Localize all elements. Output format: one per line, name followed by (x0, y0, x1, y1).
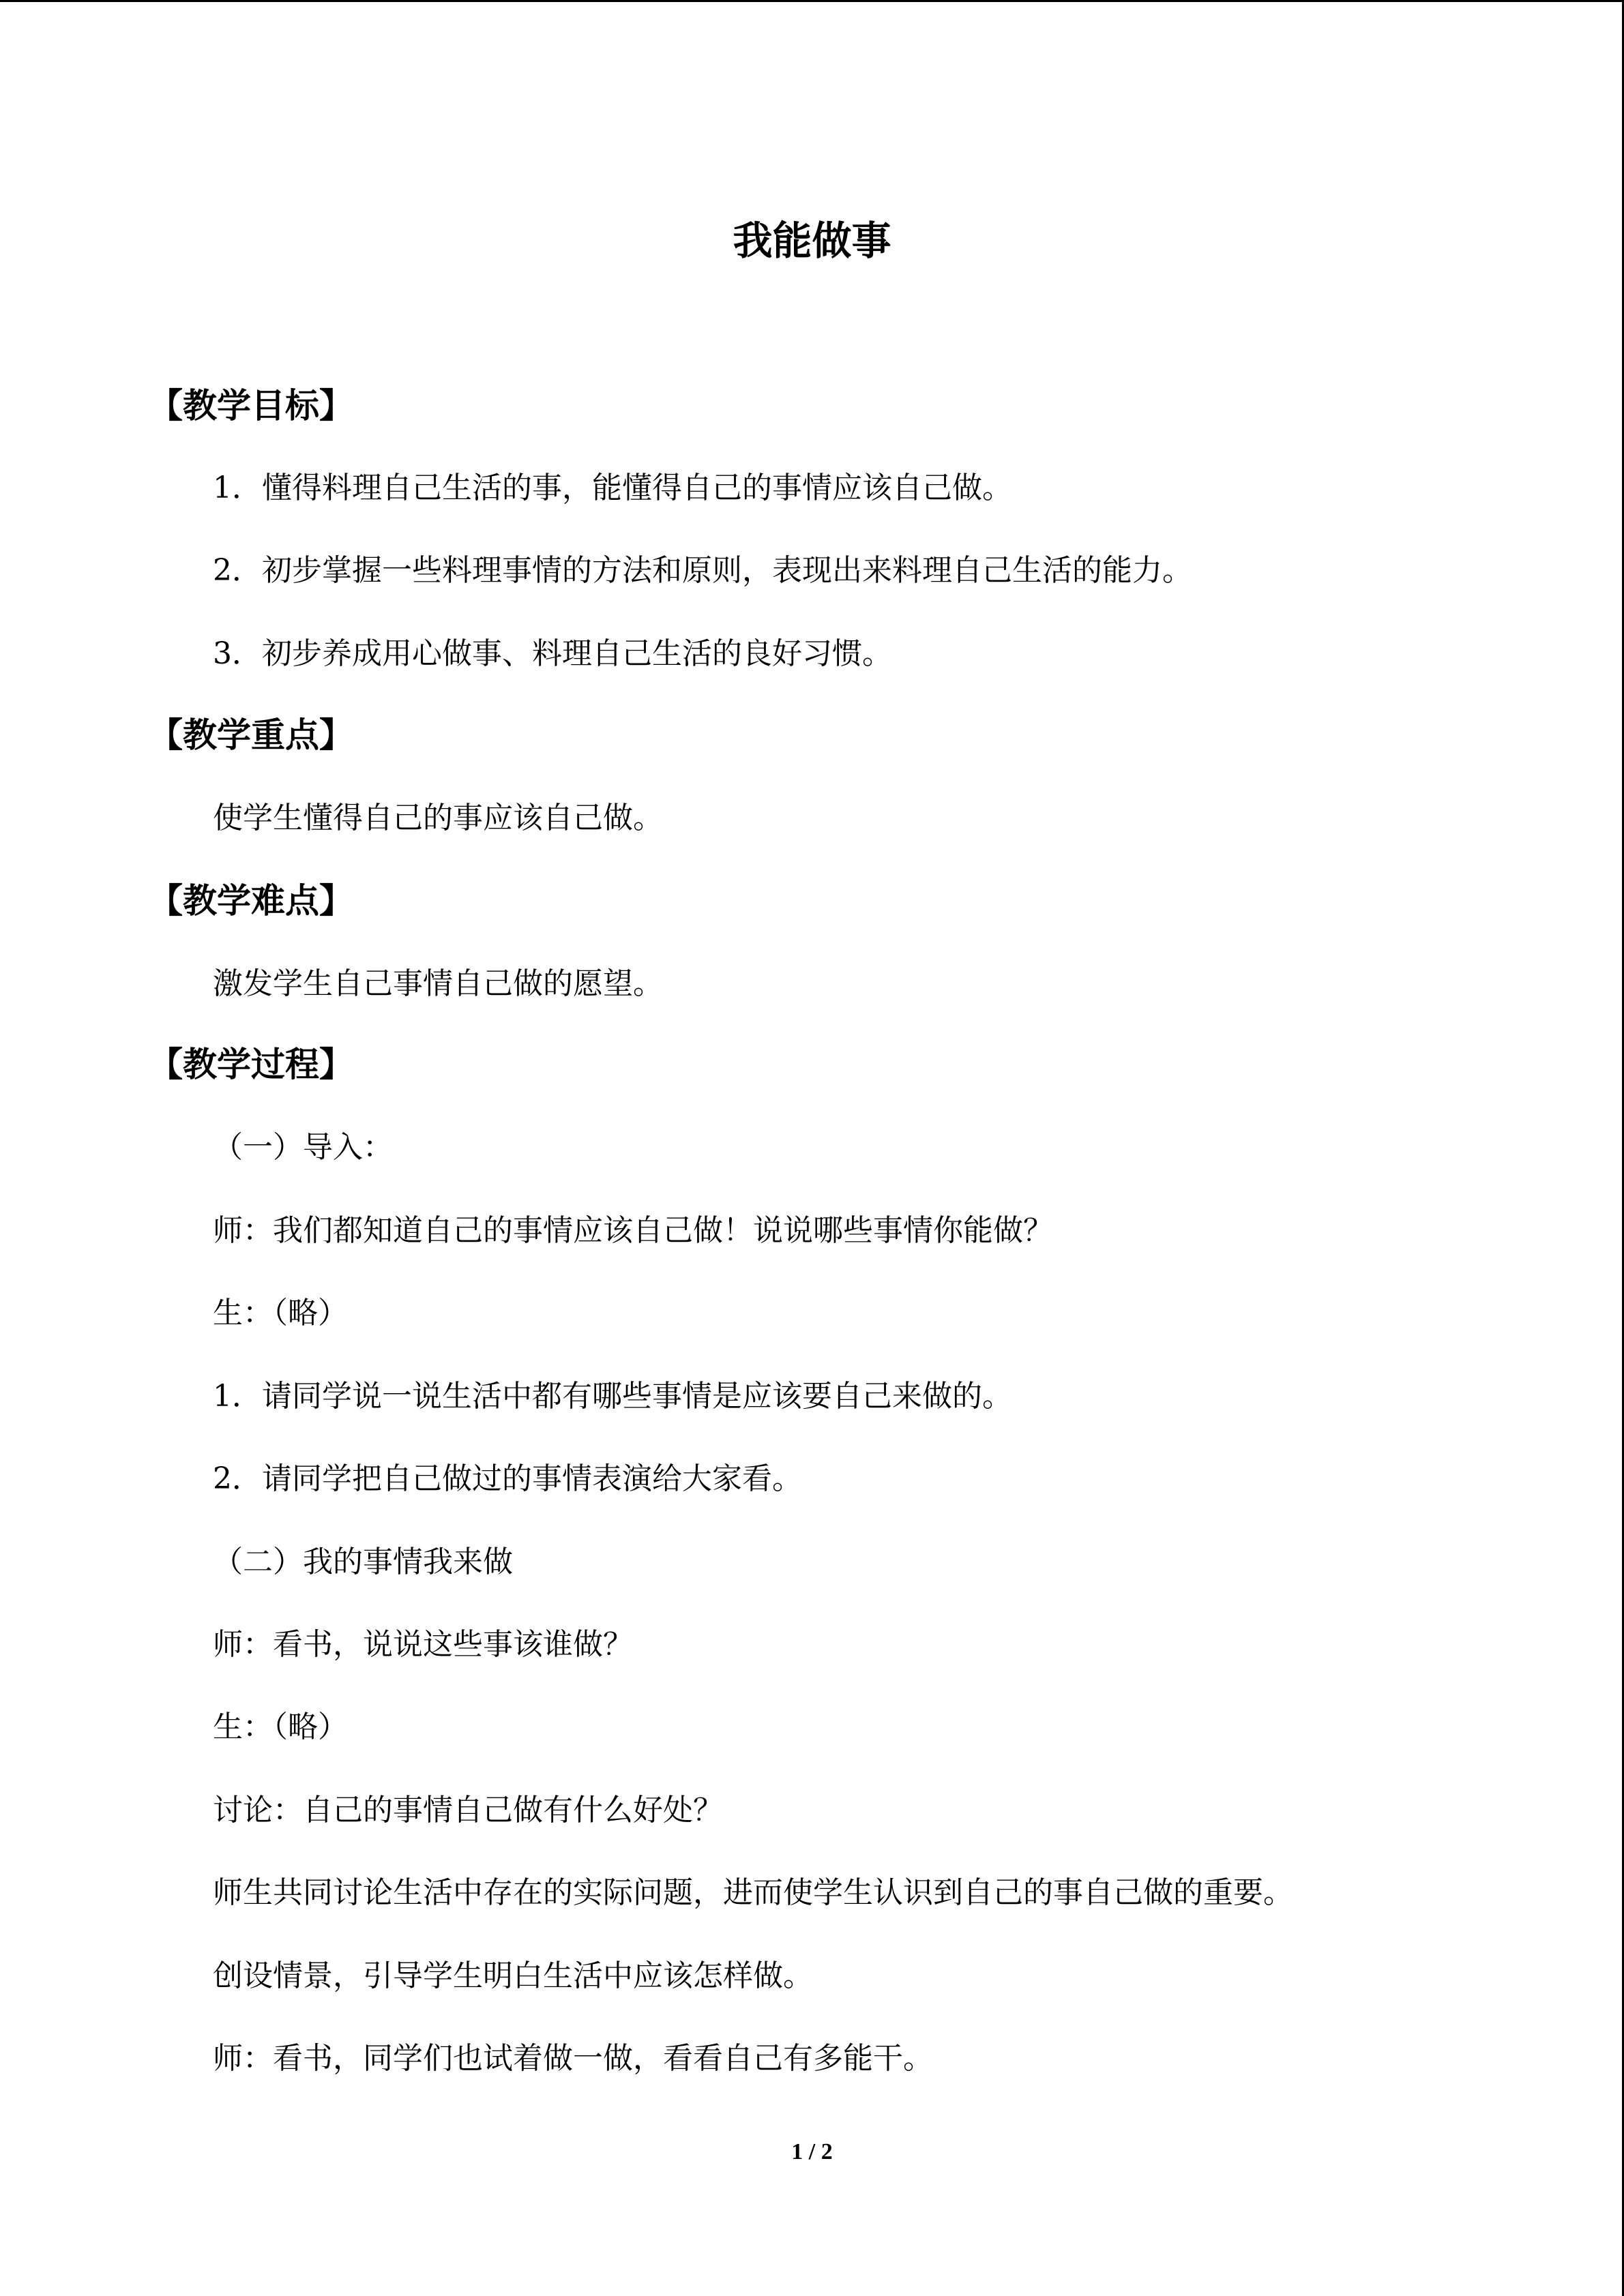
section-heading-difficulties: 【教学难点】 (149, 881, 353, 921)
process-line-9: 讨论：自己的事情自己做有什么好处？ (213, 1793, 723, 1828)
section-heading-process: 【教学过程】 (149, 1045, 353, 1084)
section-heading-key-points: 【教学重点】 (149, 715, 353, 755)
page-number: 1 / 2 (791, 2139, 833, 2164)
objective-item-3: 3．初步养成用心做事、料理自己生活的良好习惯。 (213, 636, 892, 671)
objective-item-2: 2．初步掌握一些料理事情的方法和原则，表现出来料理自己生活的能力。 (213, 553, 1192, 588)
process-line-11: 创设情景，引导学生明白生活中应该怎样做。 (213, 1958, 813, 1993)
document-title: 我能做事 (733, 218, 891, 264)
process-line-2: 师：我们都知道自己的事情应该自己做！说说哪些事情你能做？ (213, 1213, 1053, 1248)
process-line-1: （一）导入： (213, 1130, 393, 1165)
process-line-7: 师：看书，说说这些事该谁做？ (213, 1627, 633, 1662)
process-line-12: 师：看书，同学们也试着做一做，看看自己有多能干。 (213, 2041, 933, 2076)
process-line-5: 2．请同学把自己做过的事情表演给大家看。 (213, 1461, 802, 1496)
process-line-4: 1．请同学说一说生活中都有哪些事情是应该要自己来做的。 (213, 1379, 1012, 1414)
process-line-6: （二）我的事情我来做 (213, 1545, 513, 1579)
process-line-8: 生：（略） (213, 1710, 348, 1744)
objective-item-1: 1．懂得料理自己生活的事，能懂得自己的事情应该自己做。 (213, 471, 1012, 505)
process-line-10: 师生共同讨论生活中存在的实际问题，进而使学生认识到自己的事自己做的重要。 (213, 1875, 1293, 1910)
difficulty-text: 激发学生自己事情自己做的愿望。 (213, 966, 663, 1001)
process-line-3: 生：（略） (213, 1296, 348, 1330)
section-heading-objectives: 【教学目标】 (149, 386, 353, 426)
key-point-text: 使学生懂得自己的事应该自己做。 (213, 801, 663, 835)
